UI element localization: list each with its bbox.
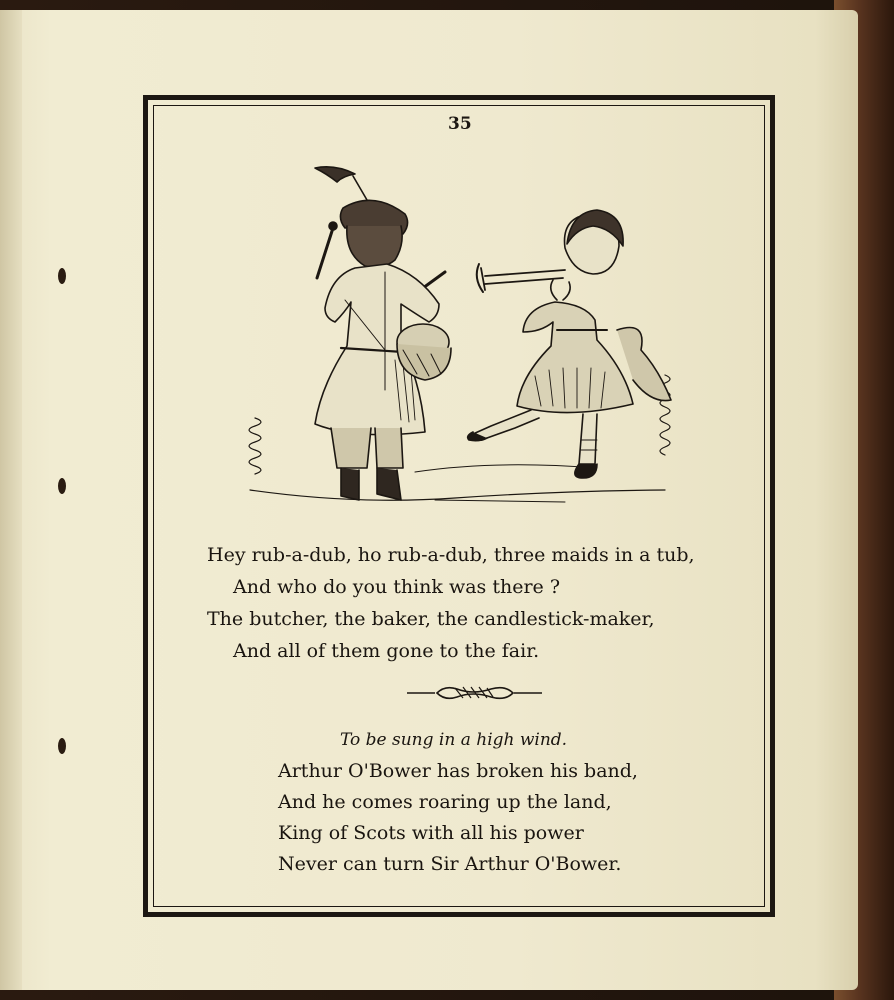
page-number-text: 35: [448, 114, 472, 134]
poem2-line-2: And he comes roaring up the land,: [278, 791, 612, 813]
poem2-heading: To be sung in a high wind.: [340, 730, 568, 750]
poem1-line-4: And all of them gone to the fair.: [233, 640, 540, 662]
binding-stitch-hole: [58, 478, 66, 494]
page-gutter: [0, 10, 22, 990]
poem2-line-3: King of Scots with all his power: [278, 822, 584, 844]
poem2-line-1: Arthur O'Bower has broken his band,: [278, 760, 638, 782]
binding-stitch-hole: [58, 268, 66, 284]
illustration-drummer-and-trumpeter: [235, 160, 685, 530]
poem1-line-2: And who do you think was there ?: [233, 576, 561, 598]
binding-stitch-hole: [58, 738, 66, 754]
poem1-line-3: The butcher, the baker, the candlestick-maker,: [207, 608, 655, 630]
poem2-line-4: Never can turn Sir Arthur O'Bower.: [278, 853, 622, 875]
poem1-line-1: Hey rub-a-dub, ho rub-a-dub, three maids in a tub,: [207, 544, 695, 566]
ornamental-divider: [407, 682, 542, 704]
